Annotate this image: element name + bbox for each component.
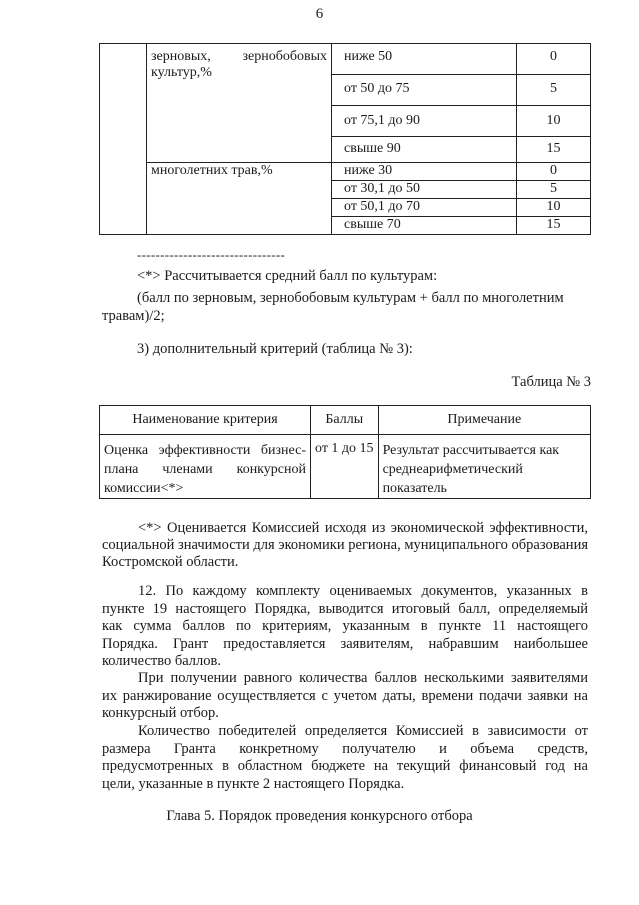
note-line: показатель (382, 481, 447, 496)
criterion-name-line: плана членами конкурсной (104, 462, 306, 477)
paragraph-line: пункте 19 настоящего Порядка, выводится итоговый балл, определяемый (102, 600, 588, 617)
footnote2-line: Костромской области. (102, 554, 239, 570)
table-cell-range: ниже 50 (332, 44, 517, 75)
grain-label-line2: культур,% (151, 65, 212, 80)
page-number: 6 (315, 6, 324, 22)
footnote2-line: социальной значимости для экономики региона, муниципального образования (102, 537, 588, 553)
paragraph-line: количество баллов. (102, 653, 221, 669)
table-cell-score: 10 (517, 106, 591, 137)
table-cell-range: от 50 до 75 (332, 75, 517, 106)
table-cell-score: 5 (517, 181, 591, 199)
table-header: Баллы (311, 406, 379, 435)
footnote1-line3: травам)/2; (102, 308, 165, 324)
grain-label-word2: зернобобовых (242, 49, 327, 64)
paragraph-line: предусмотренных в областном бюджете на текущий финансовый год на (102, 758, 588, 774)
table3-caption: Таблица № 3 (511, 374, 591, 390)
footnote-separator: -------------------------------- (137, 247, 286, 262)
criteria-table-continuation (99, 43, 591, 235)
paragraph-winners (102, 723, 588, 793)
paragraph-line: как сумма баллов по критериям, указанным в пункте 11 настоящего (102, 618, 588, 634)
table-cell-score: 5 (517, 75, 591, 106)
table-header: Наименование критерия (100, 406, 311, 435)
paragraph-line: Порядка. Грант предоставляется заявителям, набравшим наибольшее (102, 635, 588, 652)
table-cell-range: ниже 30 (332, 163, 517, 181)
paragraph-line: цели, указанные в пункте 2 настоящего Порядка. (102, 775, 405, 792)
table-cell-range: от 30,1 до 50 (332, 181, 517, 199)
footnote2 (102, 520, 588, 571)
paragraph-line: размера Гранта конкретному получателю и объема средств, (102, 740, 588, 757)
criterion-3-heading: 3) дополнительный критерий (таблица № 3): (137, 341, 413, 357)
criterion-name-line: комиссии<*> (104, 481, 184, 496)
table-empty-column (100, 44, 147, 235)
table-cell-range: от 50,1 до 70 (332, 199, 517, 217)
table-cell-range: свыше 70 (332, 217, 517, 235)
table-cell-score: 0 (517, 44, 591, 75)
chapter-title: Глава 5. Порядок проведения конкурсного отбора (166, 808, 473, 824)
table-cell-grain-label (147, 44, 332, 163)
table-cell-range: от 75,1 до 90 (332, 106, 517, 137)
table-cell-note (378, 435, 590, 499)
table-cell-criterion-name (100, 435, 311, 499)
table-cell-score: 15 (517, 217, 591, 235)
note-line: среднеарифметический (382, 462, 523, 477)
footnote1-line2: (балл по зерновым, зернобобовым культурам + балл по многолетним (137, 290, 564, 306)
paragraph-line: Количество победителей определяется Комиссией в зависимости от (138, 723, 588, 739)
paragraph-line: При получении равного количества баллов несколькими заявителями (138, 670, 588, 686)
criterion-name-line: Оценка эффективности бизнес- (104, 443, 306, 458)
table-header: Примечание (378, 406, 590, 435)
footnote2-line: <*> Оценивается Комиссией исходя из экономической эффективности, (138, 520, 588, 536)
paragraph-line: конкурсный отбор. (102, 705, 219, 721)
footnote1-line1: <*> Рассчитывается средний балл по культурам: (137, 268, 438, 284)
paragraph-line: их ранжирование осуществляется с учетом даты, времени подачи заявки на (102, 687, 588, 704)
table-cell-range: свыше 90 (332, 137, 517, 163)
table-cell-score-range: от 1 до 15 (311, 435, 379, 499)
note-line: Результат рассчитывается как (382, 443, 560, 458)
table-cell-score: 0 (517, 163, 591, 181)
grain-label-word1: зерновых, (151, 49, 211, 64)
additional-criterion-table (99, 405, 591, 499)
paragraph-equal-scores (102, 670, 588, 723)
table-cell-score: 15 (517, 137, 591, 163)
table-cell-score: 10 (517, 199, 591, 217)
table-cell-grass-label: многолетних трав,% (147, 163, 332, 235)
paragraph-12 (102, 583, 588, 671)
paragraph-line: 12. По каждому комплекту оцениваемых документов, указанных в (138, 583, 588, 599)
